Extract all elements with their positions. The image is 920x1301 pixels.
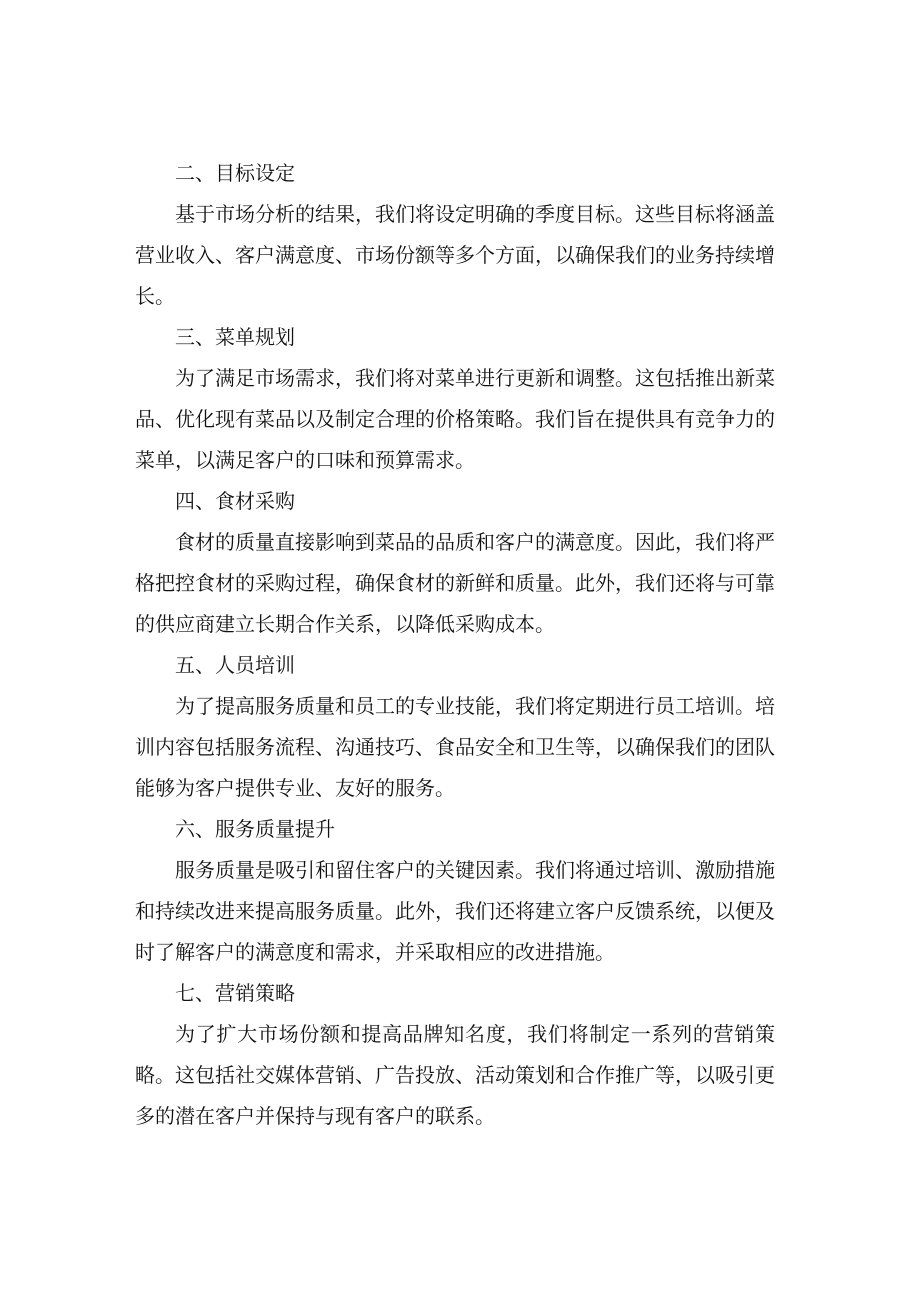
section-heading: 四、食材采购 [175,489,295,513]
section-heading: 三、菜单规划 [175,325,295,349]
section-heading: 七、营销策略 [175,981,295,1005]
section-paragraph: 为了满足市场需求，我们将对菜单进行更新和调整。这包括推出新菜品、优化现有菜品以及制定合理的价格策略。我们旨在提供具有竞争力的菜单，以满足客户的口味和预算需求。 [135,366,775,472]
section-paragraph: 为了提高服务质量和员工的专业技能，我们将定期进行员工培训。培训内容包括服务流程、沟通技巧、食品安全和卫生等，以确保我们的团队能够为客户提供专业、友好的服务。 [135,694,775,800]
section-heading: 二、目标设定 [175,161,295,185]
section-paragraph: 服务质量是吸引和留住客户的关键因素。我们将通过培训、激励措施和持续改进来提高服务质量。此外，我们还将建立客户反馈系统，以便及时了解客户的满意度和需求，并采取相应的改进措施。 [135,858,775,964]
document-body [135,153,775,1137]
section-paragraph: 基于市场分析的结果，我们将设定明确的季度目标。这些目标将涵盖营业收入、客户满意度、市场份额等多个方面，以确保我们的业务持续增长。 [135,202,775,308]
section-heading: 五、人员培训 [175,653,295,677]
section-heading: 六、服务质量提升 [175,817,335,841]
section-paragraph: 为了扩大市场份额和提高品牌知名度，我们将制定一系列的营销策略。这包括社交媒体营销、广告投放、活动策划和合作推广等，以吸引更多的潜在客户并保持与现有客户的联系。 [135,1022,775,1128]
section-paragraph: 食材的质量直接影响到菜品的品质和客户的满意度。因此，我们将严格把控食材的采购过程，确保食材的新鲜和质量。此外，我们还将与可靠的供应商建立长期合作关系，以降低采购成本。 [135,530,775,636]
